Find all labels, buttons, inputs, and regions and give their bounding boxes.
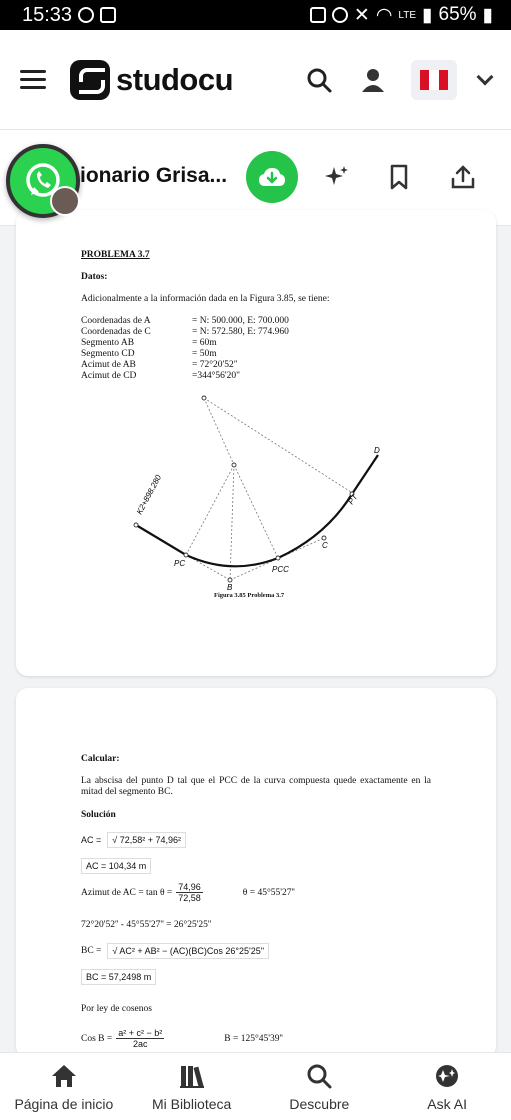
nav-discover[interactable] xyxy=(256,1053,384,1120)
data-row: Coordenadas de C = N: 572.580, E: 774.960 xyxy=(81,327,289,337)
user-icon[interactable] xyxy=(357,64,389,96)
calcular-label: Calcular: xyxy=(81,754,120,764)
pcc-label: PCC xyxy=(272,565,289,574)
alarm-icon xyxy=(332,7,348,23)
battery-level: 65% xyxy=(438,4,477,25)
solucion-label: Solución xyxy=(81,810,116,820)
question-text: La abscisa del punto D tal que el PCC de la curva compuesta quede exactamente en la mitad del segmento BC. xyxy=(81,776,431,797)
data-row: Acimut de CD =344°56'20" xyxy=(81,371,240,381)
studocu-logo-icon xyxy=(70,60,110,100)
battery-icon: ▮ xyxy=(482,4,493,26)
problem-heading: PROBLEMA 3.7 xyxy=(81,250,150,260)
equation: Por ley de cosenos xyxy=(81,1004,152,1014)
nav-ask-ai-label: Ask AI xyxy=(427,1095,467,1112)
peru-flag-icon xyxy=(420,70,448,90)
menu-icon[interactable] xyxy=(20,70,46,89)
equation: BC = √ AC² + AB² − (AC)(BC)Cos 26°25'25'' xyxy=(81,943,269,959)
data-row: Coordenadas de A = N: 500.000, E: 700.000 xyxy=(81,316,289,326)
document-title[interactable]: ionario Grisa... xyxy=(80,164,228,187)
curve-figure-diagram xyxy=(116,390,406,590)
home-icon xyxy=(49,1062,79,1090)
data-row: Segmento AB = 60m xyxy=(81,338,217,348)
language-flag-button[interactable] xyxy=(411,60,457,100)
data-row: Acimut de AB = 72°20'52" xyxy=(81,360,238,370)
wifi-icon: ◠ xyxy=(375,4,393,26)
equation: Cos B = $\frac{\text{a² + c² − b²}}{2ac}$ B = 125°45'39'' xyxy=(81,1028,283,1049)
datos-label: Datos: xyxy=(81,272,108,282)
logo-text: studocu xyxy=(116,61,234,97)
equation: AC = 104,34 m xyxy=(81,858,151,874)
network-type: LTE xyxy=(398,9,417,21)
data-row: Segmento CD = 50m xyxy=(81,349,217,359)
nav-library[interactable] xyxy=(128,1053,256,1120)
figure-caption: Figura 3.85 Problema 3.7 xyxy=(214,592,285,599)
b-label: B xyxy=(227,583,233,590)
bookmark-icon[interactable] xyxy=(384,162,414,192)
sparkle-ai-icon[interactable] xyxy=(322,162,352,192)
search-icon[interactable] xyxy=(303,64,335,96)
document-page-1 xyxy=(16,210,496,676)
pt-label: PT xyxy=(346,492,360,507)
cloud-download-icon xyxy=(258,166,286,188)
download-button[interactable] xyxy=(246,151,298,203)
nav-ask-ai[interactable] xyxy=(383,1053,511,1120)
search-icon xyxy=(304,1062,334,1090)
signal-icon: ▮ xyxy=(422,4,433,26)
studocu-logo[interactable] xyxy=(70,60,233,100)
d-label: D xyxy=(374,446,380,455)
equation: Azimut de AC = tan θ = $\frac{74,96}{72,58}$ θ = 45°55'27'' xyxy=(81,882,295,903)
nav-library-label: Mi Biblioteca xyxy=(151,1095,232,1112)
equation: BC = 57,2498 m xyxy=(81,969,156,985)
image-notification-icon xyxy=(100,7,116,23)
nfc-icon xyxy=(310,7,326,23)
equation: AC = √ 72,58² + 74,96² xyxy=(81,832,186,848)
c-label: C xyxy=(322,541,328,550)
intro-text: Adicionalmente a la información dada en la Figura 3.85, se tiene: xyxy=(81,294,330,304)
document-page-2 xyxy=(16,688,496,1058)
ai-brain-icon xyxy=(432,1062,462,1090)
nav-home-label: Página de inicio xyxy=(14,1095,114,1112)
chevron-down-icon[interactable] xyxy=(477,68,494,85)
chat-avatar[interactable] xyxy=(50,186,80,216)
station-label: K2+898.280 xyxy=(134,473,164,516)
nav-discover-label: Descubre xyxy=(289,1095,350,1112)
app-header xyxy=(0,30,511,130)
status-time: 15:33 xyxy=(22,3,73,26)
whatsapp-notification-icon xyxy=(78,7,94,23)
status-bar xyxy=(0,0,511,30)
pc-label: PC xyxy=(174,559,186,568)
bottom-navigation xyxy=(0,1052,511,1120)
equation: 72°20'52'' - 45°55'27'' = 26°25'25'' xyxy=(81,920,212,930)
library-icon xyxy=(177,1062,207,1090)
nav-home[interactable] xyxy=(0,1053,128,1120)
mute-icon: ✕ xyxy=(353,4,370,26)
share-icon[interactable] xyxy=(448,162,478,192)
